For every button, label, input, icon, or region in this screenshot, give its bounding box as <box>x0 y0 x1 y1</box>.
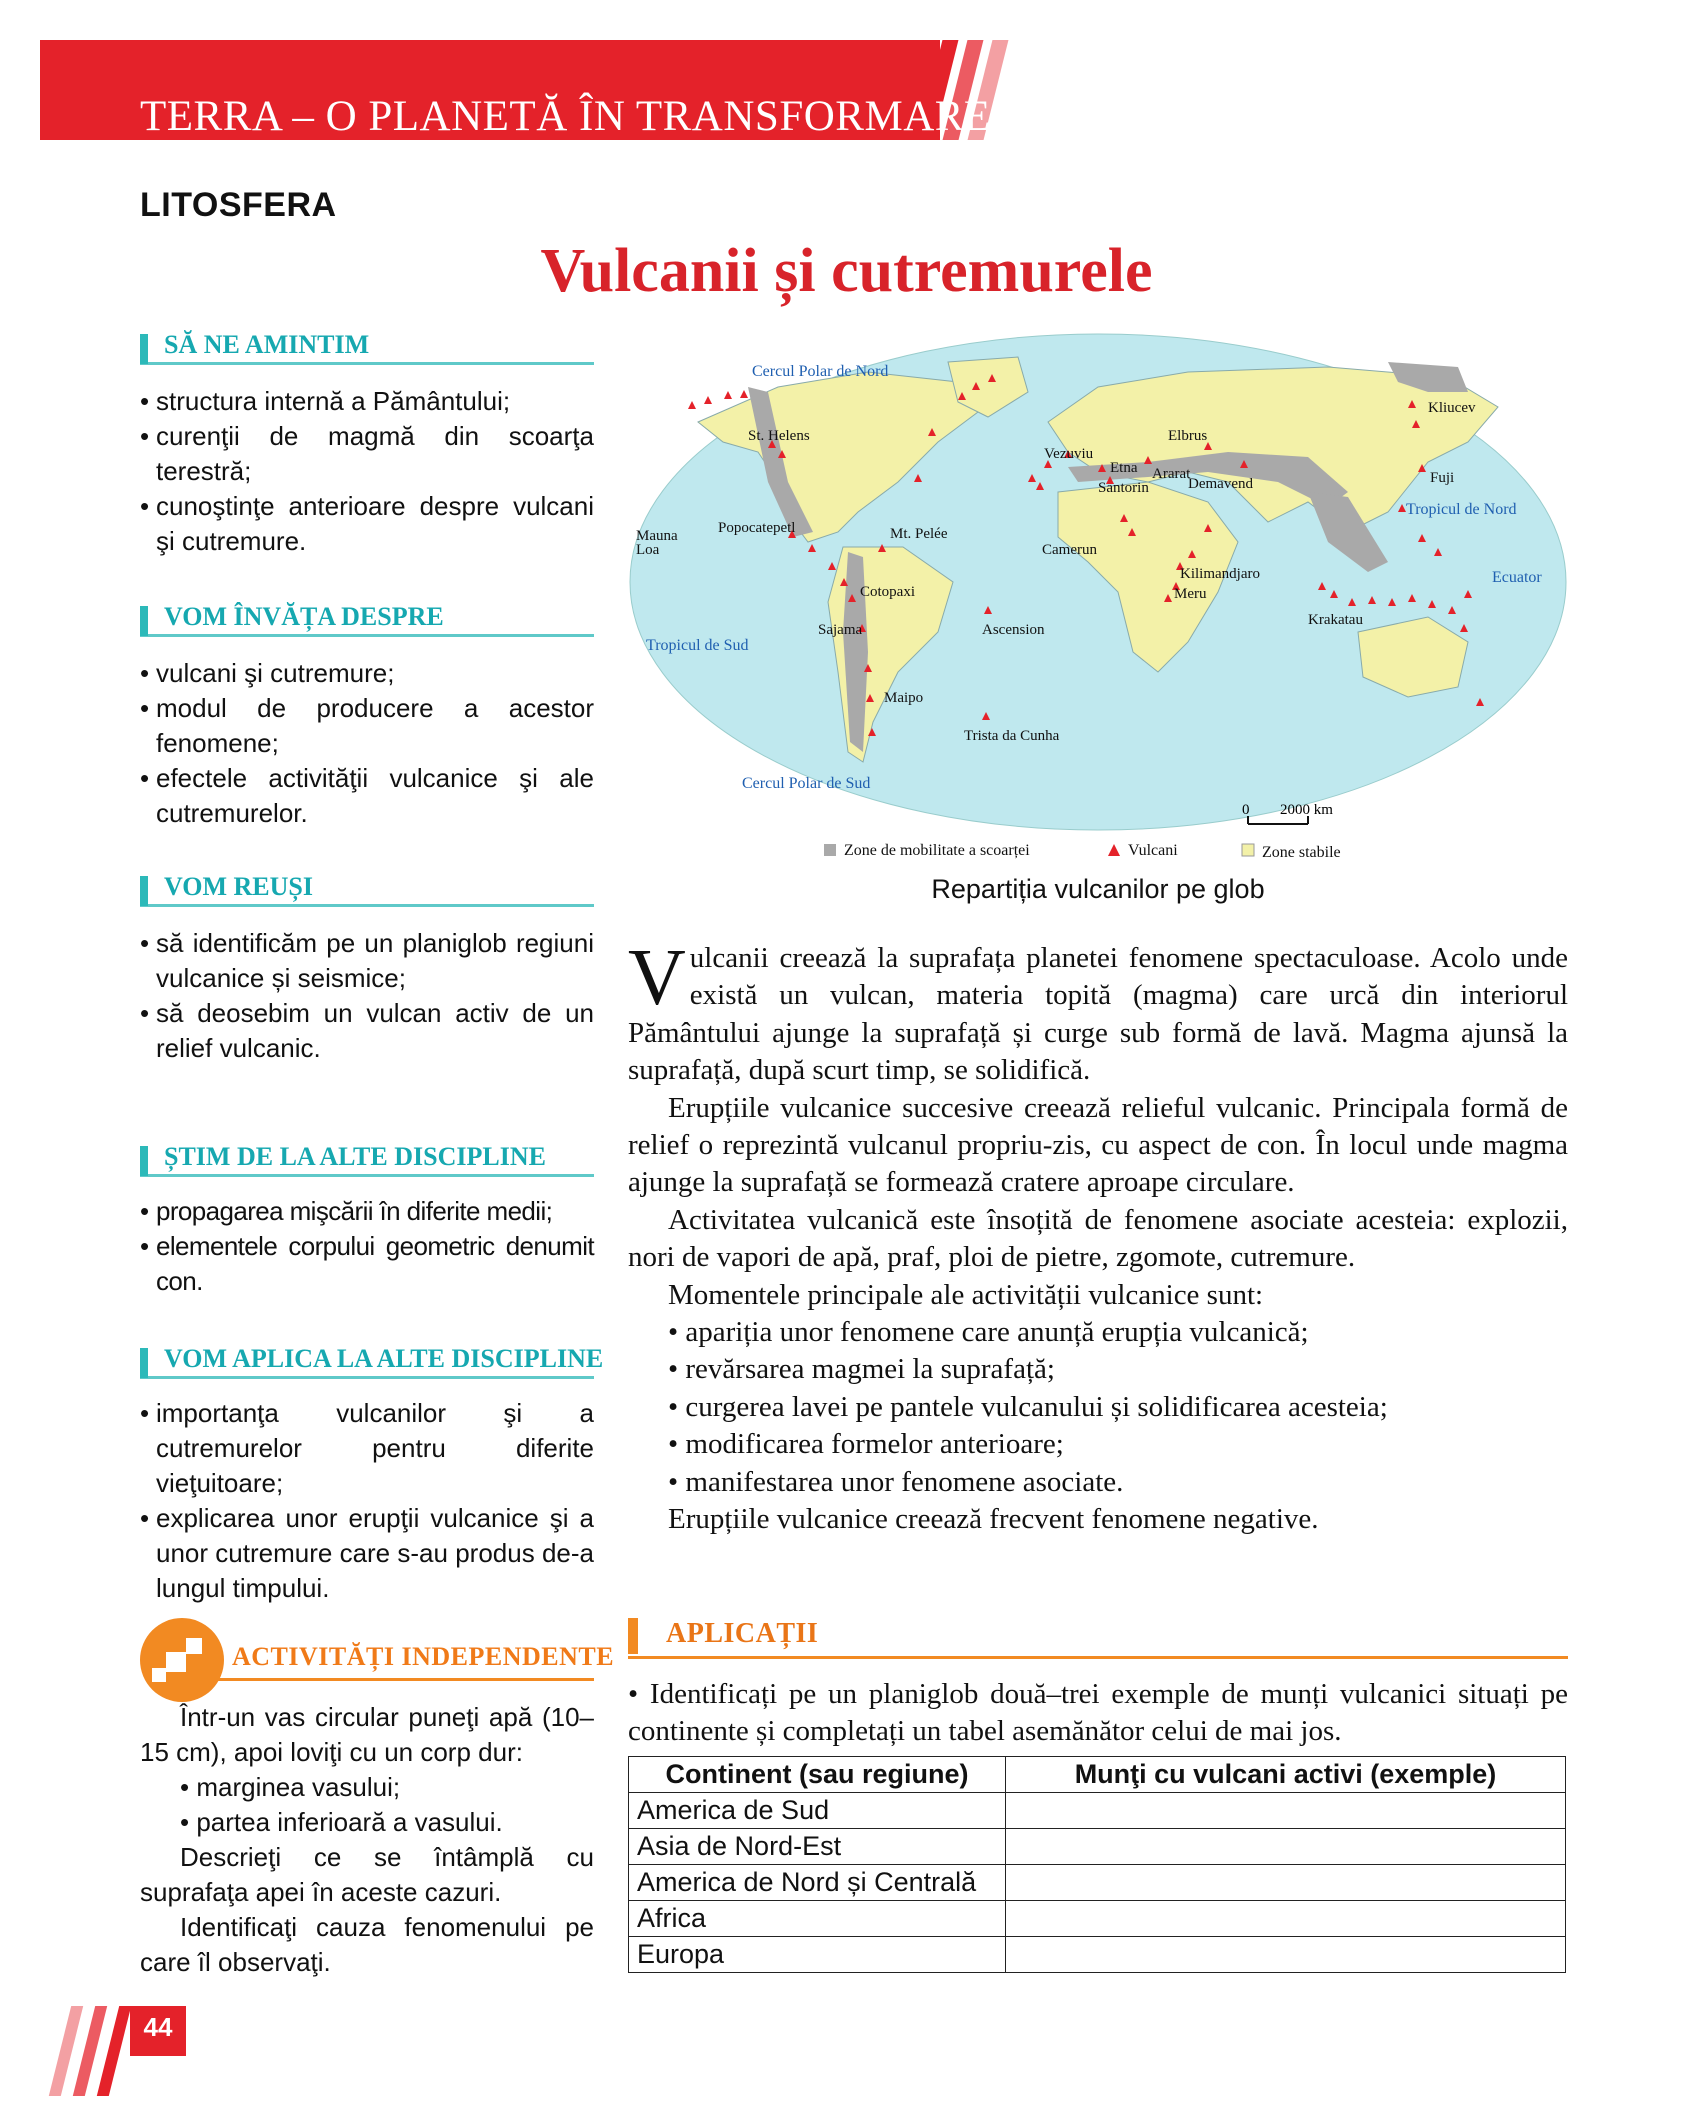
paragraph: Momentele principale ale activității vulcanice sunt: <box>668 1278 1264 1311</box>
activity-bullet: • partea inferioară a vasului. <box>180 1807 503 1837</box>
table-row <box>629 1937 1566 1973</box>
label-vezuviu: Vezuviu <box>1044 446 1094 462</box>
scale-zero: 0 <box>1242 802 1250 818</box>
label-santorin: Santorin <box>1098 480 1149 496</box>
label-mt-pelee: Mt. Pelée <box>890 526 948 542</box>
page-title: Vulcanii și cutremurele <box>540 237 1153 305</box>
paragraph: Erupțiile vulcanice succesive creează relieful vulcanic. Principala formă de relief o reprezintă vulcanul propriu-zis, cu aspect de con. În locul unde magma ajunge la suprafață se formează cratere aproape circulare. <box>628 1091 1568 1199</box>
label-krakatau: Krakatau <box>1308 612 1363 628</box>
list-item: • să identificăm pe un planiglob regiuni vulcanice și seismice; <box>140 926 594 996</box>
map-legend <box>824 842 1341 861</box>
sidebar-heading-amintim <box>140 332 594 365</box>
table-cell-empty[interactable] <box>1006 1901 1566 1937</box>
table-header: Munţi cu vulcani activi (exemple) <box>1006 1757 1566 1793</box>
label-camerun: Camerun <box>1042 542 1097 558</box>
heading-text: ȘTIM DE LA ALTE DISCIPLINE <box>164 1142 546 1171</box>
applications-text: • Identificați pe un planiglob două–trei exemple de munți vulcanici situați pe continente și completați un tabel asemănător celui de mai jos. <box>628 1678 1568 1748</box>
list-item: • efectele activităţii vulcanice şi ale cutremurelor. <box>140 761 594 831</box>
label-trista-da-cunha: Trista da Cunha <box>964 728 1060 744</box>
list-item: • explicarea unor erupţii vulcanice şi a unor cutremure care s-au produs de-a lungul timpului. <box>140 1501 594 1606</box>
activity-rule <box>200 1678 594 1681</box>
activity-bullet: • marginea vasului; <box>180 1772 401 1802</box>
label-polar-circle-south: Cercul Polar de Sud <box>742 775 871 792</box>
label-maipo: Maipo <box>884 690 924 706</box>
table-row <box>629 1793 1566 1829</box>
table-cell: America de Sud <box>629 1793 1006 1829</box>
list-item: • vulcani şi cutremure; <box>140 656 594 691</box>
label-equator: Ecuator <box>1492 569 1542 586</box>
page-number: 44 <box>143 2012 173 2042</box>
paragraph-text: ulcanii creează la suprafața planetei fenomene spectaculoase. Acolo unde există un vulcan, materia topită (magma) care urcă din interiorul Pământului ajunge la suprafață și curge sub formă de lavă. Magma ajunsă la suprafață, după scurt timp, se solidifică. <box>628 942 1568 1087</box>
activity-title: ACTIVITĂȚI INDEPENDENTE <box>232 1642 615 1671</box>
label-meru: Meru <box>1174 586 1207 602</box>
list-item: • curenţii de magmă din scoarţa terestră; <box>140 419 594 489</box>
paragraph-intro <box>628 934 1568 1090</box>
label-ascension: Ascension <box>982 622 1045 638</box>
sidebar-heading-aplica <box>140 1344 604 1379</box>
table-cell-empty[interactable] <box>1006 1937 1566 1973</box>
label-popocatepetl: Popocatepetl <box>718 520 796 536</box>
label-cotopaxi: Cotopaxi <box>860 584 915 600</box>
table-cell: Asia de Nord-Est <box>629 1829 1006 1865</box>
activity-icon <box>140 1618 224 1702</box>
legend-volcanoes: Vulcani <box>1128 842 1178 859</box>
drop-cap: V <box>628 934 686 1022</box>
sidebar-list-stim <box>140 1194 594 1299</box>
table-row <box>629 1829 1566 1865</box>
label-etna: Etna <box>1110 460 1138 476</box>
main-text <box>628 934 1568 1539</box>
label-kilimandjaro: Kilimandjaro <box>1180 566 1260 582</box>
sidebar-list-amintim <box>140 384 594 559</box>
table-cell-empty[interactable] <box>1006 1829 1566 1865</box>
list-item: • să deosebim un vulcan activ de un relief vulcanic. <box>140 996 594 1066</box>
label-sajama: Sajama <box>818 622 863 638</box>
section-label: LITOSFERA <box>140 186 337 224</box>
label-tropic-south: Tropicul de Sud <box>646 637 749 654</box>
paragraph: Erupțiile vulcanice creează frecvent fenomene negative. <box>668 1503 1319 1536</box>
heading-marker <box>140 1348 148 1378</box>
legend-stable-zones: Zone stabile <box>1262 844 1341 861</box>
continent-table <box>628 1756 1566 1973</box>
label-elbrus: Elbrus <box>1168 428 1208 444</box>
label-kliucev: Kliucev <box>1428 400 1476 416</box>
heading-marker <box>140 606 148 636</box>
table-row <box>629 1901 1566 1937</box>
activity-paragraph: Descrieţi ce se întâmplă cu suprafaţa apei în aceste cazuri. <box>140 1842 594 1907</box>
chapter-title: TERRA – O PLANETĂ ÎN TRANSFORMARE <box>140 93 991 140</box>
applications-marker <box>628 1618 638 1654</box>
bullet-item: • manifestarea unor fenomene asociate. <box>668 1465 1124 1498</box>
heading-marker <box>140 1146 148 1176</box>
map-caption: Repartiția vulcanilor pe glob <box>931 874 1265 904</box>
heading-marker <box>140 334 148 364</box>
scale-km: 2000 km <box>1280 802 1333 818</box>
activity-paragraph: Identificaţi cauza fenomenului pe care îl observaţi. <box>140 1912 594 1977</box>
list-item: • propagarea mişcării în diferite medii; <box>140 1194 594 1229</box>
bullet-item: • revărsarea magmei la suprafață; <box>668 1353 1055 1386</box>
table-cell: America de Nord și Centrală <box>629 1865 1006 1901</box>
list-item: • modul de producere a acestor fenomene; <box>140 691 594 761</box>
label-loa: Loa <box>636 542 660 558</box>
heading-text: VOM APLICA LA ALTE DISCIPLINE <box>164 1344 604 1373</box>
label-polar-circle-north: Cercul Polar de Nord <box>752 363 889 380</box>
bullet-item: • apariția unor fenomene care anunță erupția vulcanică; <box>668 1316 1309 1349</box>
label-demavend: Demavend <box>1188 476 1253 492</box>
label-tropic-north: Tropicul de Nord <box>1406 501 1517 518</box>
list-item: • structura internă a Pământului; <box>140 384 594 419</box>
table-header: Continent (sau regiune) <box>629 1757 1006 1793</box>
list-item: • importanţa vulcanilor şi a cutremurelor pentru diferite vieţuitoare; <box>140 1396 594 1501</box>
activity-intro: Într-un vas circular puneţi apă (10–15 cm), apoi loviţi cu un corp dur: <box>140 1702 594 1767</box>
legend-mobile-zones: Zone de mobilitate a scoarței <box>844 842 1030 859</box>
table-row <box>629 1865 1566 1901</box>
heading-text: SĂ NE AMINTIM <box>164 330 370 359</box>
bullet-item: • curgerea lavei pe pantele vulcanului și solidificarea acesteia; <box>668 1390 1388 1423</box>
sidebar-list-reusi <box>140 926 594 1066</box>
label-ararat: Ararat <box>1152 466 1191 482</box>
label-mauna: Mauna <box>636 528 678 544</box>
table-cell-empty[interactable] <box>1006 1865 1566 1901</box>
activity-body <box>140 1700 594 1980</box>
sidebar-list-aplica <box>140 1396 594 1606</box>
sidebar-heading-reusi <box>140 874 594 907</box>
heading-text: VOM ÎNVĂȚA DESPRE <box>164 602 444 631</box>
sidebar-heading-stim <box>140 1144 594 1177</box>
table-cell: Africa <box>629 1901 1006 1937</box>
table-cell-empty[interactable] <box>1006 1793 1566 1829</box>
sidebar-heading-invata <box>140 604 594 637</box>
label-st-helens: St. Helens <box>748 428 810 444</box>
heading-marker <box>140 876 148 906</box>
table-cell: Europa <box>629 1937 1006 1973</box>
volcano-world-map <box>628 332 1568 862</box>
list-item: • cunoştinţe anterioare despre vulcani şi cutremure. <box>140 489 594 559</box>
table-header-row <box>629 1757 1566 1793</box>
list-item: • elementele corpului geometric denumit con. <box>140 1229 594 1299</box>
paragraph: Activitatea vulcanică este însoțită de fenomene asociate acesteia: explozii, nori de vapori de apă, praf, ploi de pietre, zgomote, cutremure. <box>628 1203 1568 1274</box>
applications-rule <box>628 1656 1568 1659</box>
bullet-item: • modificarea formelor anterioare; <box>668 1428 1064 1461</box>
sidebar-list-invata <box>140 656 594 831</box>
heading-text: VOM REUȘI <box>164 872 313 901</box>
label-fuji: Fuji <box>1430 470 1455 486</box>
applications-title: APLICAȚII <box>666 1618 819 1649</box>
